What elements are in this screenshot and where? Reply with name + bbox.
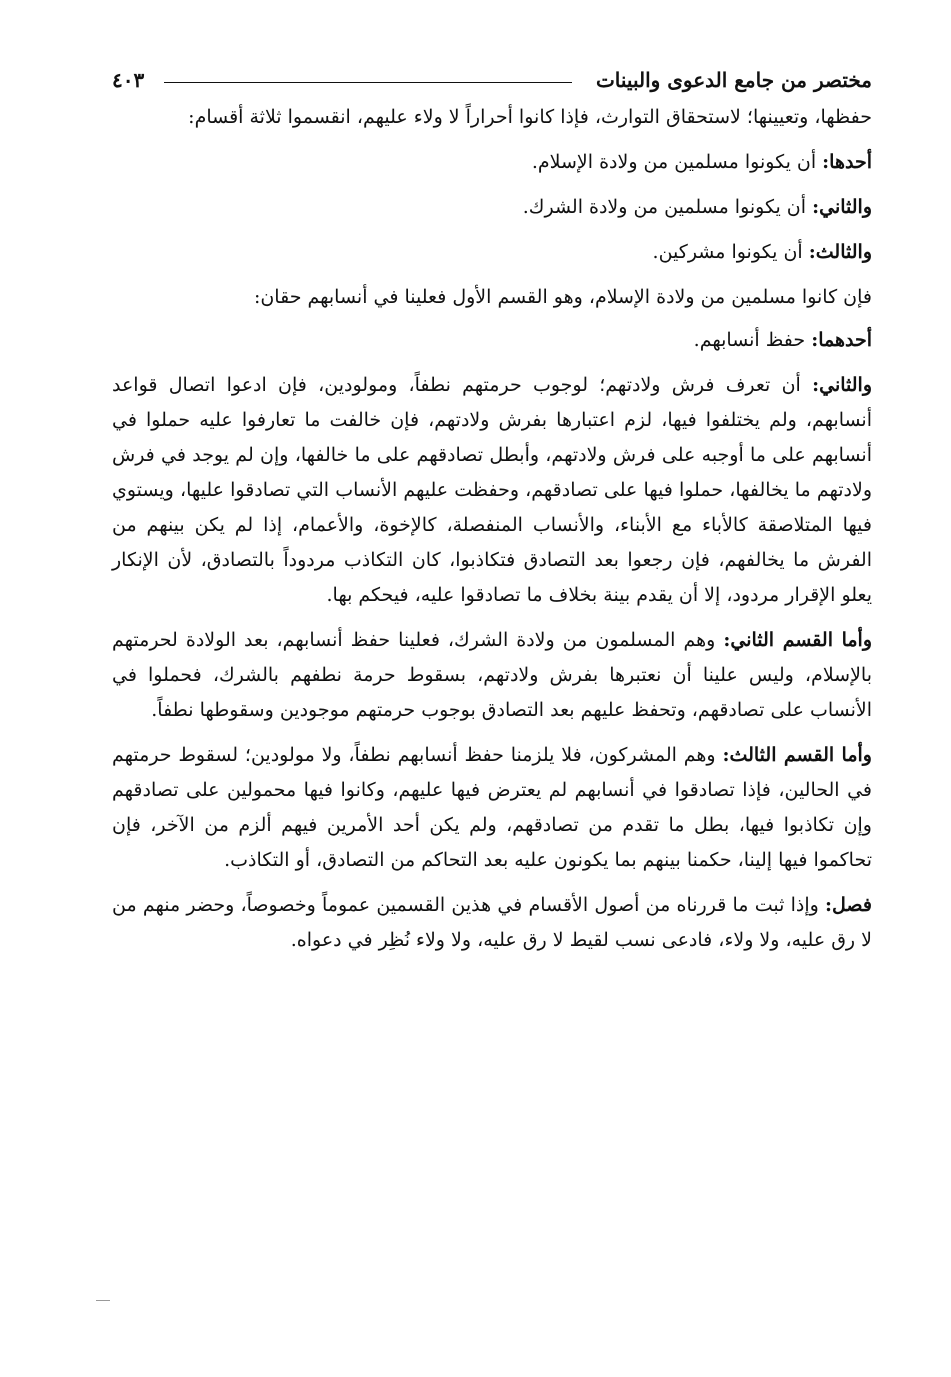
first-section-paragraph: فإن كانوا مسلمين من ولادة الإسلام، وهو القسم الأول فعلينا في أنسابهم حقان: — [253, 286, 872, 308]
running-title: مختصر من جامع الدعوى والبينات — [595, 68, 872, 92]
division-item — [112, 190, 872, 225]
division-text: أن يكونوا مشركين. — [652, 241, 803, 263]
chapter-text: وإذا ثبت ما قررناه من أصول الأقسام في هذين القسمين عموماً وخصوصاً، وحضر منهم من لا رق عليه، ولا ولاء، فادعى نسب لقيط لا رق عليه، ولا ولاء نُظِر في دعواه. — [112, 894, 872, 951]
division-text: أن يكونوا مسلمين من ولادة الشرك. — [522, 196, 807, 218]
right-text: حفظ أنسابهم. — [693, 329, 806, 351]
division-label: والثاني: — [812, 196, 872, 218]
right-label: أحدهما: — [811, 329, 872, 351]
chapter-label: فصل: — [825, 894, 872, 916]
division-label: والثالث: — [808, 241, 872, 263]
chapter-paragraph — [112, 888, 872, 958]
right-item — [112, 323, 872, 358]
book-page — [112, 60, 872, 962]
running-header — [112, 60, 872, 100]
division-item — [112, 235, 872, 270]
second-section-paragraph — [112, 623, 872, 728]
right-label: والثاني: — [812, 374, 873, 396]
continuation-paragraph: حفظها، وتعيينها؛ لاستحقاق التوارث، فإذا كانوا أحراراً لا ولاء عليهم، انقسموا ثلاثة أقسام: — [188, 106, 872, 128]
second-section-text: وهم المسلمون من ولادة الشرك، فعلينا حفظ أنسابهم، بعد الولادة لحرمتهم بالإسلام، وليس علينا أن نعتبرها بفرش ولادتهم، بسقوط حرمة نطفهم بالشرك، فحملوا في الأنساب على تصادقهم، وتحفظ عليهم بعد التصادق بوجوب حرمتهم موجودين وسقوطها نطفاً. — [112, 629, 872, 721]
third-section-paragraph — [112, 738, 872, 878]
second-section-label: وأما القسم الثاني: — [723, 629, 872, 651]
footer-mark — [96, 1300, 110, 1301]
page-number: ٤٠٣ — [112, 68, 145, 92]
header-rule — [164, 82, 572, 83]
division-text: أن يكونوا مسلمين من ولادة الإسلام. — [531, 151, 817, 173]
right-text: أن تعرف فرش ولادتهم؛ لوجوب حرمتهم نطفاً، ومولودين، فإن ادعوا اتصال قواعد أنسابهم، ولم يختلفوا فيها، لزم اعتبارها بفرش ولادتهم، فإن خالفت ما تعارفوا عليه حملوا في أنسابهم على ما أوجبه على فرش ولادتهم، وأبطل تصادقهم على ما خالفها، وإن لم يوجد في فرش ولادتهم ما يخالفها، حملوا فيها على تصادقهم، وحفظت عليهم الأنساب التي تصادقوا عليها، ويستوي فيها المتلاصقة كالأباء مع الأبناء، والأنساب المنفصلة، كالإخوة، والأعمام، إذا لم يكن بينهم من الفرش ما يخالفهم، فإن رجعوا بعد التصادق فتكاذبوا، كان التكاذب مردوداً بالتصادق، لأن الإنكار يعلو الإقرار مردود، إلا أن يقدم بينة بخلاف ما تصادقوا عليه، فيحكم بها. — [112, 374, 872, 606]
right-item — [112, 368, 872, 613]
third-section-text: وهم المشركون، فلا يلزمنا حفظ أنسابهم نطفاً، ولا مولودين؛ لسقوط حرمتهم في الحالين، فإذا تصادقوا في أنسابهم لم يعترض فيها عليهم، وكانوا فيها محمولين على تصادقهم وإن تكاذبوا فيها، بطل ما تقدم من تصادقهم، ولم يكن أحد الأمرين فيهم ألزم من الآخر، فإن تحاكموا فيها إلينا، حكمنا بينهم بما يكونون عليه بعد التحاكم من التصادق، أو التكاذب. — [112, 744, 872, 871]
division-label: أحدها: — [822, 151, 872, 173]
third-section-label: وأما القسم الثالث: — [722, 744, 872, 766]
division-item — [112, 145, 872, 180]
